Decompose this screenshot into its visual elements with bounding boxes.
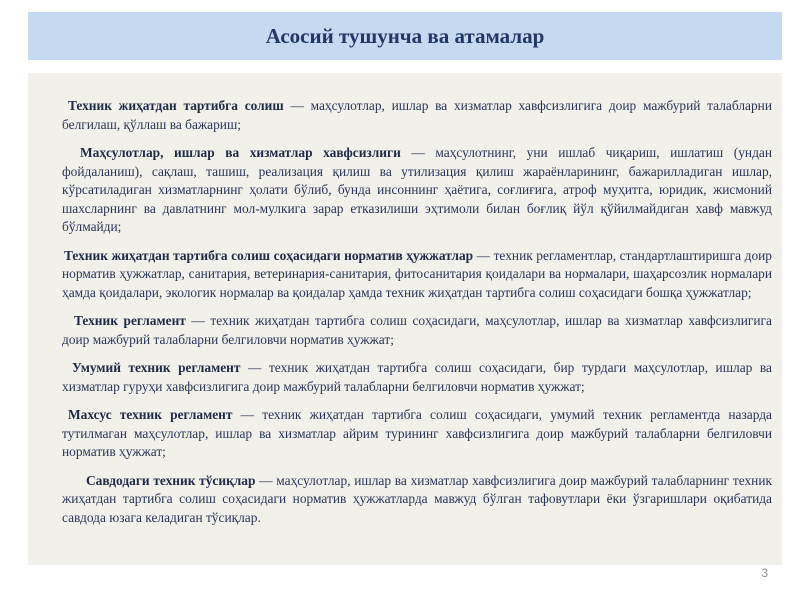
definition-term: Техник регламент [74,313,186,328]
definition-item [62,247,772,303]
definition-item [62,144,772,237]
definition-text: — техник регламентлар, стандартлаштиришга доир норматив ҳужжатлар, санитария, ветеринария-санитария, фитосанитария қоидалари ва нормалари, шаҳарсозлик нормалари ҳамда қоидалари, экологик нормалар ва қоидалар ҳамда техник жиҳатдан тартибга солиш соҳасидаги бошқа ҳужжатлар; [62,247,773,300]
definition-term: Савдодаги техник тўсиқлар [86,472,256,488]
definition-text: — техник жиҳатдан тартибга солиш соҳасидаги, умумий техник регламентда назарда тутилмаган маҳсулотлар, ишлар ва хизматлар айрим турининг хавфсизлигига доир мажбурий талабларни белгиловчи норматив ҳужжат; [62,407,772,459]
definition-term: Умумий техник регламент [72,360,241,375]
definition-item [62,359,772,396]
definition-text: — маҳсулотлар, ишлар ва хизматлар хавфсизлигига доир мажбурий талабларни белгилаш, қўллаш ва бажариш; [62,98,772,132]
definition-text: — маҳсулотнинг, уни ишлаб чиқариш, ишлатиш (ундан фойдаланиш), сақлаш, ташиш, реализация қилиш ва утилизация қилиш жараёнларининг, бажарилладиган ишлар, кўрсатиладиган хизматларнинг ҳолати бўлиб, бунда инсоннинг ҳаётига, соғлиғига, атроф муҳитга, юридик, жисмоний шахсларнинг ва давлатнинг мол-мулкига зарар етказилиши эҳтимоли билан боғлиқ йўл қўйилмайдиган хавф мавжуд бўлмайди; [62,145,772,234]
slide-title: Асосий тушунча ва атамалар [265,23,545,48]
definition-term: Техник жиҳатдан тартибга солиш соҳасидаги норматив ҳужжатлар [64,247,474,263]
definition-text: — техник жиҳатдан тартибга солиш соҳасидаги, бир турдаги маҳсулотлар, ишлар ва хизматлар гуруҳи хавфсизлигига доир мажбурий талабларни белгиловчи норматив ҳужжат; [62,360,772,394]
definition-item [62,312,772,349]
definition-text: — техник жиҳатдан тартибга солиш соҳасидаги, маҳсулотлар, ишлар ва хизматлар хавфсизлигига доир мажбурий талабларни белгиловчи норматив ҳужжат; [62,313,772,347]
definition-item [62,97,772,134]
definitions-panel [28,73,782,565]
definition-item [62,472,772,528]
definition-term: Техник жиҳатдан тартибга солиш [68,98,284,113]
definition-item [62,406,772,462]
title-bar [28,12,782,60]
page-number: 3 [761,566,768,580]
definition-term: Маҳсулотлар, ишлар ва хизматлар хавфсизлиги [80,145,401,160]
definition-term: Махсус техник регламент [68,407,233,422]
definition-text: — маҳсулотлар, ишлар ва хизматлар хавфсизлигига доир мажбурий талабларнинг техник жиҳатдан тартибга солиш соҳасидаги норматив ҳужжатларда мавжуд бўлган тафовутлари ёки ўзгаришлари оқибатида савдода юзага келадиган тўсиқлар. [62,472,772,525]
